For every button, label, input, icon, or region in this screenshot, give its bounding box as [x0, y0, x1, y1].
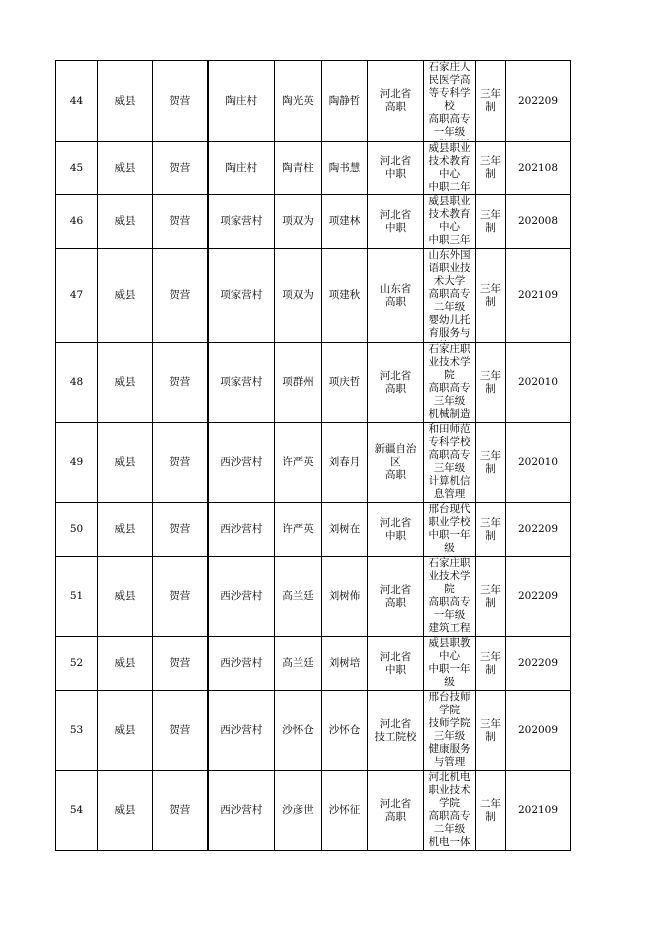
school-line: 院: [444, 369, 455, 381]
village-cell: 西沙营村: [208, 637, 275, 691]
school-line: 专科学校: [428, 436, 471, 448]
level-line: 河北省: [379, 717, 412, 730]
start-date-cell: 202209: [506, 61, 571, 142]
start-date-cell: 202209: [506, 557, 571, 637]
level-cell: [368, 343, 424, 423]
duration-line: 制: [485, 529, 496, 542]
table-row: [56, 557, 571, 637]
school-line: 息管理: [433, 488, 466, 500]
level-line: 高职: [385, 810, 406, 823]
school-line: 院: [444, 583, 455, 595]
school-cell: [424, 61, 476, 142]
level-cell: [368, 503, 424, 557]
school-cell: [424, 771, 476, 851]
table-row: [56, 343, 571, 423]
school-line: 机械制造: [428, 408, 471, 420]
duration-line: 三年: [480, 650, 501, 663]
duration-cell: [476, 503, 506, 557]
table-row: [56, 249, 571, 343]
school-cell: [424, 637, 476, 691]
school-cell: [424, 195, 476, 249]
town-cell: 贺营: [153, 771, 208, 851]
village-cell: 西沙营村: [208, 771, 275, 851]
student-name-cell: 刘树培: [322, 637, 368, 691]
row-number: 54: [56, 771, 98, 851]
school-line: 石家庄职: [428, 343, 471, 355]
student-table: [55, 60, 571, 851]
start-date-cell: 202108: [506, 142, 571, 195]
school-line: 三年级: [433, 730, 466, 742]
level-line: 高职: [385, 295, 406, 308]
level-line: 河北省: [379, 369, 412, 382]
duration-cell: [476, 557, 506, 637]
duration-line: 制: [485, 295, 496, 308]
school-line: 学院: [439, 797, 460, 809]
duration-line: 制: [485, 730, 496, 743]
school-line: 职业技术: [428, 784, 471, 796]
school-cell: [424, 343, 476, 423]
school-line: 术大学: [433, 275, 466, 287]
school-line: 三年级: [433, 395, 466, 407]
row-number: 47: [56, 249, 98, 343]
duration-cell: [476, 691, 506, 771]
school-line: 高职高专: [428, 288, 471, 300]
row-number: 50: [56, 503, 98, 557]
duration-line: 制: [485, 462, 496, 475]
village-cell: 项家营村: [208, 249, 275, 343]
county-cell: 威县: [98, 503, 153, 557]
school-cell: [424, 249, 476, 343]
school-line: 级: [444, 542, 455, 554]
school-line: 等专科学: [428, 87, 471, 99]
duration-line: 三年: [480, 717, 501, 730]
school-line: 中职三年: [428, 234, 471, 246]
start-date-cell: 202209: [506, 637, 571, 691]
duration-line: 制: [485, 663, 496, 676]
school-line: 民医学高: [428, 74, 471, 86]
school-line: 健康服务: [428, 743, 471, 755]
school-line: 业技术学: [428, 356, 471, 368]
student-name-cell: 项建林: [322, 195, 368, 249]
school-line: 二年级: [433, 823, 466, 835]
start-date-cell: 202209: [506, 503, 571, 557]
row-number: 48: [56, 343, 98, 423]
parent-name-cell: 陶青柱: [275, 142, 322, 195]
table-row: [56, 771, 571, 851]
school-line: 技师学院: [428, 717, 471, 729]
level-line: 中职: [385, 663, 406, 676]
village-cell: 西沙营村: [208, 423, 275, 503]
duration-cell: [476, 771, 506, 851]
school-line: 高职高专: [428, 810, 471, 822]
village-cell: 项家营村: [208, 343, 275, 423]
duration-line: 二年: [480, 797, 501, 810]
village-cell: 陶庄村: [208, 61, 275, 142]
school-line: 石家庄人: [428, 61, 471, 73]
school-line: 中职一年: [428, 529, 471, 541]
town-cell: 贺营: [153, 343, 208, 423]
start-date-cell: 202010: [506, 423, 571, 503]
school-line: 高职高专: [428, 449, 471, 461]
duration-line: 制: [485, 596, 496, 609]
duration-line: 制: [485, 810, 496, 823]
start-date-cell: 202109: [506, 249, 571, 343]
level-line: 山东省: [379, 282, 412, 295]
parent-name-cell: 高兰廷: [275, 637, 322, 691]
town-cell: 贺营: [153, 423, 208, 503]
parent-name-cell: 沙彦世: [275, 771, 322, 851]
level-cell: [368, 195, 424, 249]
duration-line: 三年: [480, 208, 501, 221]
duration-cell: [476, 637, 506, 691]
town-cell: 贺营: [153, 249, 208, 343]
level-cell: [368, 557, 424, 637]
student-name-cell: 沙怀征: [322, 771, 368, 851]
duration-cell: [476, 61, 506, 142]
start-date-cell: 202009: [506, 691, 571, 771]
table-row: [56, 503, 571, 557]
student-name-cell: 刘树在: [322, 503, 368, 557]
level-line: 高职: [385, 596, 406, 609]
level-line: 中职: [385, 529, 406, 542]
student-name-cell: 刘春月: [322, 423, 368, 503]
level-line: 新疆自治: [374, 443, 417, 455]
level-line: 河北省: [379, 208, 412, 221]
school-line: 职业学校: [428, 516, 471, 528]
school-line: 中心: [439, 168, 460, 180]
level-line: 高职: [385, 469, 406, 481]
parent-name-cell: 陶光英: [275, 61, 322, 142]
duration-line: 三年: [480, 88, 501, 100]
parent-name-cell: 项双为: [275, 249, 322, 343]
table-row: [56, 423, 571, 503]
school-line: 中职二年: [428, 181, 471, 193]
duration-line: 三年: [480, 583, 501, 596]
level-line: 河北省: [379, 88, 412, 100]
school-line: 中职一年: [428, 663, 471, 675]
village-cell: 西沙营村: [208, 503, 275, 557]
school-line: 威县职业: [428, 142, 471, 154]
school-line: 和田师范: [428, 423, 471, 435]
school-line: 三年级: [433, 462, 466, 474]
parent-name-cell: 项双为: [275, 195, 322, 249]
school-line: 威县职教: [428, 637, 471, 649]
town-cell: 贺营: [153, 503, 208, 557]
school-line: 河北机电: [428, 771, 471, 783]
school-cell: [424, 691, 476, 771]
level-line: 区: [390, 456, 401, 468]
school-line: 校: [444, 100, 455, 112]
school-line: 一年级: [433, 609, 466, 621]
start-date-cell: 202109: [506, 771, 571, 851]
row-number: 49: [56, 423, 98, 503]
school-line: 婴幼儿托: [428, 314, 471, 326]
row-number: 53: [56, 691, 98, 771]
town-cell: 贺营: [153, 637, 208, 691]
row-number: 52: [56, 637, 98, 691]
school-line: 学院: [439, 704, 460, 716]
row-number: 44: [56, 61, 98, 142]
student-name-cell: 项建秋: [322, 249, 368, 343]
county-cell: 威县: [98, 691, 153, 771]
school-cell: [424, 142, 476, 195]
county-cell: 威县: [98, 249, 153, 343]
town-cell: 贺营: [153, 557, 208, 637]
level-line: 高职: [385, 382, 406, 395]
table-row: [56, 61, 571, 142]
level-line: 中职: [385, 221, 406, 234]
school-line: 中心: [439, 650, 460, 662]
village-cell: 陶庄村: [208, 142, 275, 195]
county-cell: 威县: [98, 423, 153, 503]
village-cell: 西沙营村: [208, 691, 275, 771]
duration-line: 制: [485, 168, 496, 180]
duration-line: 三年: [480, 155, 501, 167]
school-line: 级: [444, 676, 455, 688]
county-cell: 威县: [98, 557, 153, 637]
parent-name-cell: 项群州: [275, 343, 322, 423]
table-row: [56, 691, 571, 771]
school-line: 技术教育: [428, 155, 471, 167]
start-date-cell: 202008: [506, 195, 571, 249]
school-cell: [424, 557, 476, 637]
village-cell: 西沙营村: [208, 557, 275, 637]
level-cell: [368, 142, 424, 195]
school-line: 业技术学: [428, 570, 471, 582]
duration-cell: [476, 249, 506, 343]
student-name-cell: 陶静哲: [322, 61, 368, 142]
duration-cell: [476, 343, 506, 423]
row-number: 46: [56, 195, 98, 249]
level-cell: [368, 249, 424, 343]
level-line: 河北省: [379, 797, 412, 810]
school-line: 与管理: [433, 756, 466, 768]
level-cell: [368, 691, 424, 771]
duration-cell: [476, 423, 506, 503]
village-cell: 项家营村: [208, 195, 275, 249]
table-row: [56, 142, 571, 195]
school-line: 中心: [439, 221, 460, 233]
town-cell: 贺营: [153, 195, 208, 249]
county-cell: 威县: [98, 637, 153, 691]
county-cell: 威县: [98, 61, 153, 142]
duration-line: 制: [485, 221, 496, 234]
student-name-cell: 项庆哲: [322, 343, 368, 423]
duration-line: 三年: [480, 449, 501, 462]
school-cell: [424, 503, 476, 557]
county-cell: 威县: [98, 195, 153, 249]
parent-name-cell: 高兰廷: [275, 557, 322, 637]
town-cell: 贺营: [153, 61, 208, 142]
duration-cell: [476, 142, 506, 195]
level-line: 河北省: [379, 155, 412, 167]
duration-cell: [476, 195, 506, 249]
level-line: 技工院校: [374, 730, 417, 743]
table-row: [56, 195, 571, 249]
county-cell: 威县: [98, 142, 153, 195]
student-name-cell: 沙怀仓: [322, 691, 368, 771]
duration-line: 制: [485, 382, 496, 395]
row-number: 45: [56, 142, 98, 195]
school-line: 高职高专: [428, 382, 471, 394]
school-line: 威县职业: [428, 195, 471, 207]
level-line: 河北省: [379, 516, 412, 529]
duration-line: 三年: [480, 369, 501, 382]
school-line: 山东外国: [428, 249, 471, 261]
level-line: 河北省: [379, 583, 412, 596]
level-line: 中职: [385, 168, 406, 180]
level-line: 高职: [385, 101, 406, 113]
duration-line: 三年: [480, 282, 501, 295]
level-cell: [368, 637, 424, 691]
parent-name-cell: 许严英: [275, 503, 322, 557]
school-cell: [424, 423, 476, 503]
county-cell: 威县: [98, 771, 153, 851]
level-cell: [368, 771, 424, 851]
school-line: 二年级: [433, 301, 466, 313]
school-line: 机电一体: [428, 836, 471, 848]
duration-line: 制: [485, 101, 496, 113]
school-line: 高职高专: [428, 596, 471, 608]
student-name-cell: 刘树佈: [322, 557, 368, 637]
school-line: 高职高专: [428, 113, 471, 125]
school-line: 一年级: [433, 126, 466, 138]
school-line: 计算机信: [428, 475, 471, 487]
school-line: 建筑工程: [428, 622, 471, 634]
school-line: [424, 340, 475, 341]
row-number: 51: [56, 557, 98, 637]
county-cell: 威县: [98, 343, 153, 423]
town-cell: 贺营: [153, 142, 208, 195]
school-line: 邢台技师: [428, 691, 471, 703]
duration-line: 三年: [480, 516, 501, 529]
town-cell: 贺营: [153, 691, 208, 771]
school-line: 语职业技: [428, 262, 471, 274]
student-name-cell: 陶书慧: [322, 142, 368, 195]
school-line: 技术教育: [428, 208, 471, 220]
table-row: [56, 637, 571, 691]
table-body: [56, 61, 571, 851]
start-date-cell: 202010: [506, 343, 571, 423]
level-line: 河北省: [379, 650, 412, 663]
parent-name-cell: 沙怀仓: [275, 691, 322, 771]
school-line: 育服务与: [428, 327, 471, 339]
school-line: 石家庄职: [428, 557, 471, 569]
school-line: 邢台现代: [428, 503, 471, 515]
school-line: [424, 139, 475, 140]
parent-name-cell: 许严英: [275, 423, 322, 503]
level-cell: [368, 61, 424, 142]
level-cell: [368, 423, 424, 503]
